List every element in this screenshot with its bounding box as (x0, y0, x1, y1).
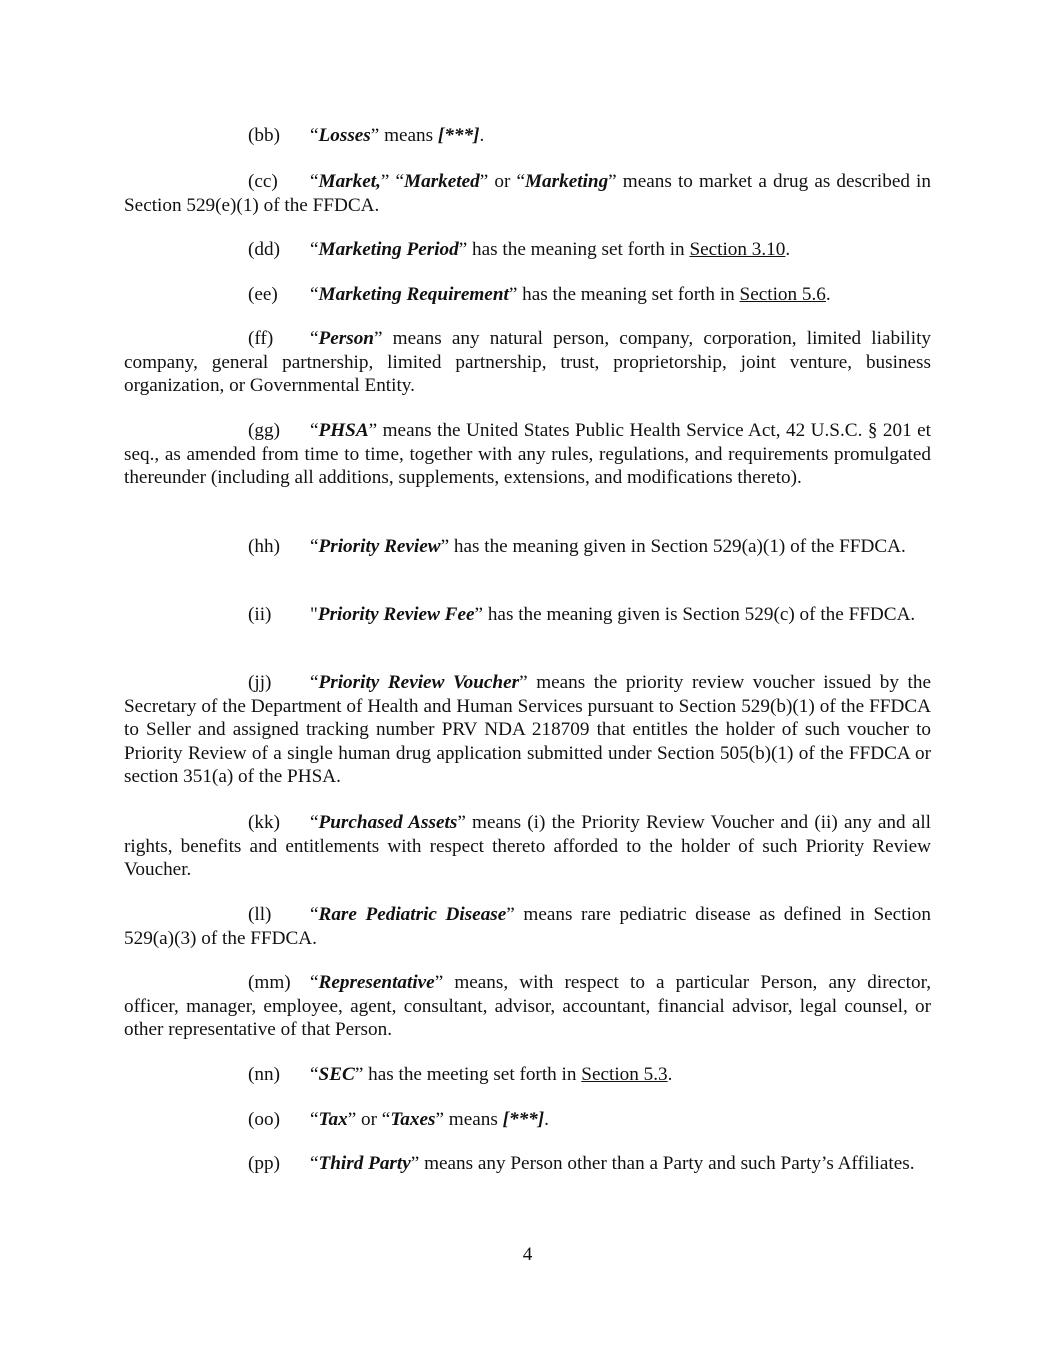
definition-text: “ (310, 972, 319, 993)
definition-text: ” means any Person other than a Party and such Party’s Affiliates. (410, 1153, 915, 1174)
definition-text: ” means the priority review voucher issued by the Secretary of the Department of Health and Human Services pursuant to Section 529(b)(1) of the FFDCA to Seller and assigned tracking number PRV NDA 218709 that entitles the holder of such voucher to Priority Review of a single human drug application submitted under Section 505(b)(1) of the FFDCA or section 351(a) of the PHSA. (124, 672, 931, 787)
definition-text: ” or “ (479, 171, 525, 192)
definition-text: “ (310, 1109, 319, 1130)
definition-text: . (785, 239, 791, 260)
section-reference: Section 5.3 (581, 1064, 668, 1085)
definition-label: (hh) (248, 536, 280, 557)
definition-nn (124, 1063, 931, 1087)
defined-term: Priority Review (318, 536, 441, 557)
definition-ii (124, 603, 931, 627)
section-reference: Section 3.10 (689, 239, 786, 260)
definition-hh (124, 535, 931, 559)
definition-text: . (667, 1064, 673, 1085)
definition-gg (124, 419, 931, 490)
defined-term: [***] (502, 1109, 545, 1130)
defined-term: [***] (437, 125, 480, 146)
definition-dd (124, 238, 931, 262)
definition-label: (kk) (248, 812, 280, 833)
definition-label: (ff) (248, 328, 274, 349)
definition-text: . (479, 125, 485, 146)
definition-text: ” has the meaning given is Section 529(c) of the FFDCA. (474, 604, 916, 625)
defined-term: PHSA (318, 420, 369, 441)
definition-oo (124, 1108, 931, 1132)
definition-label: (nn) (248, 1064, 280, 1085)
definition-text: ” means (370, 125, 438, 146)
definition-label: (pp) (248, 1153, 280, 1174)
definition-text: “ (310, 536, 319, 557)
definition-text: “ (310, 1064, 319, 1085)
defined-term: Person (318, 328, 374, 349)
definition-text: ” means, with respect to a particular Person, any director, officer, manager, employee, agent, consultant, advisor, accountant, financial advisor, legal counsel, or other representative of that Person. (124, 972, 931, 1040)
defined-term: SEC (318, 1064, 355, 1085)
definition-text: ” means the United States Public Health Service Act, 42 U.S.C. § 201 et seq., as amended from time to time, together with any rules, regulations, and requirements promulgated thereunder (including all additions, supplements, extensions, and modifications thereto). (124, 420, 931, 488)
definition-label: (gg) (248, 420, 280, 441)
definition-label: (ii) (248, 604, 272, 625)
definition-text: “ (310, 1153, 319, 1174)
definition-text: “ (310, 420, 319, 441)
definition-text: ” has the meaning set forth in (458, 239, 690, 260)
definition-label: (bb) (248, 125, 280, 146)
definition-label: (mm) (248, 972, 291, 993)
definition-text: ” means rare pediatric disease as defined in Section 529(a)(3) of the FFDCA. (124, 904, 931, 949)
definition-cc (124, 170, 931, 217)
defined-term: Third Party (318, 1153, 411, 1174)
defined-term: Taxes (390, 1109, 436, 1130)
definition-text: ” has the meaning set forth in (508, 284, 740, 305)
definition-text: ” or “ (347, 1109, 391, 1130)
definition-text: ” means any natural person, company, corporation, limited liability company, general partnership, limited partnership, trust, proprietorship, joint venture, business organization, or Governmental Entity. (124, 328, 931, 396)
definition-text: “ (310, 125, 319, 146)
definition-pp (124, 1152, 931, 1176)
definition-text: . (544, 1109, 549, 1130)
definition-text: ” has the meaning given in Section 529(a)(1) of the FFDCA. (440, 536, 906, 557)
definition-text: “ (310, 812, 319, 833)
definition-label: (ll) (248, 904, 272, 925)
section-reference: Section 5.6 (739, 284, 826, 305)
definition-text: “ (310, 672, 319, 693)
defined-term: Tax (318, 1109, 348, 1130)
definition-text: “ (310, 239, 319, 260)
definition-mm (124, 971, 931, 1042)
definition-ff (124, 327, 931, 398)
defined-term: Losses (318, 125, 371, 146)
definition-text: ” means to market a drug as described in Section 529(e)(1) of the FFDCA. (124, 171, 931, 216)
definition-text: . (825, 284, 831, 305)
definition-label: (dd) (248, 239, 280, 260)
definition-text: “ (310, 284, 319, 305)
definition-label: (cc) (248, 171, 278, 192)
definition-text: " (310, 604, 318, 625)
defined-term: Marketing Period (318, 239, 459, 260)
defined-term: Marketing Requirement (318, 284, 509, 305)
definition-text: “ (310, 171, 319, 192)
page-number: 4 (522, 1244, 533, 1265)
definition-text: “ (310, 328, 319, 349)
definition-jj (124, 671, 931, 789)
defined-term: Market, (318, 171, 381, 192)
defined-term: Priority Review Fee (317, 604, 475, 625)
definition-label: (oo) (248, 1109, 280, 1130)
definition-ee (124, 283, 931, 307)
definition-ll (124, 903, 931, 950)
definition-text: ” means (435, 1109, 503, 1130)
defined-term: Rare Pediatric Disease (318, 904, 507, 925)
definition-text: ” means (i) the Priority Review Voucher and (ii) any and all rights, benefits and entitlements with respect thereto afforded to the holder of such Priority Review Voucher. (124, 812, 932, 880)
definition-kk (124, 811, 931, 882)
defined-term: Purchased Assets (318, 812, 458, 833)
definition-text: ” “ (380, 171, 405, 192)
defined-term: Priority Review Voucher (318, 672, 520, 693)
defined-term: Marketing (525, 171, 609, 192)
definition-label: (jj) (248, 672, 272, 693)
definition-label: (ee) (248, 284, 278, 305)
definition-bb (124, 124, 931, 148)
defined-term: Representative (318, 972, 435, 993)
definition-text: “ (310, 904, 319, 925)
definition-text: ” has the meeting set forth in (354, 1064, 582, 1085)
defined-term: Marketed (404, 171, 480, 192)
